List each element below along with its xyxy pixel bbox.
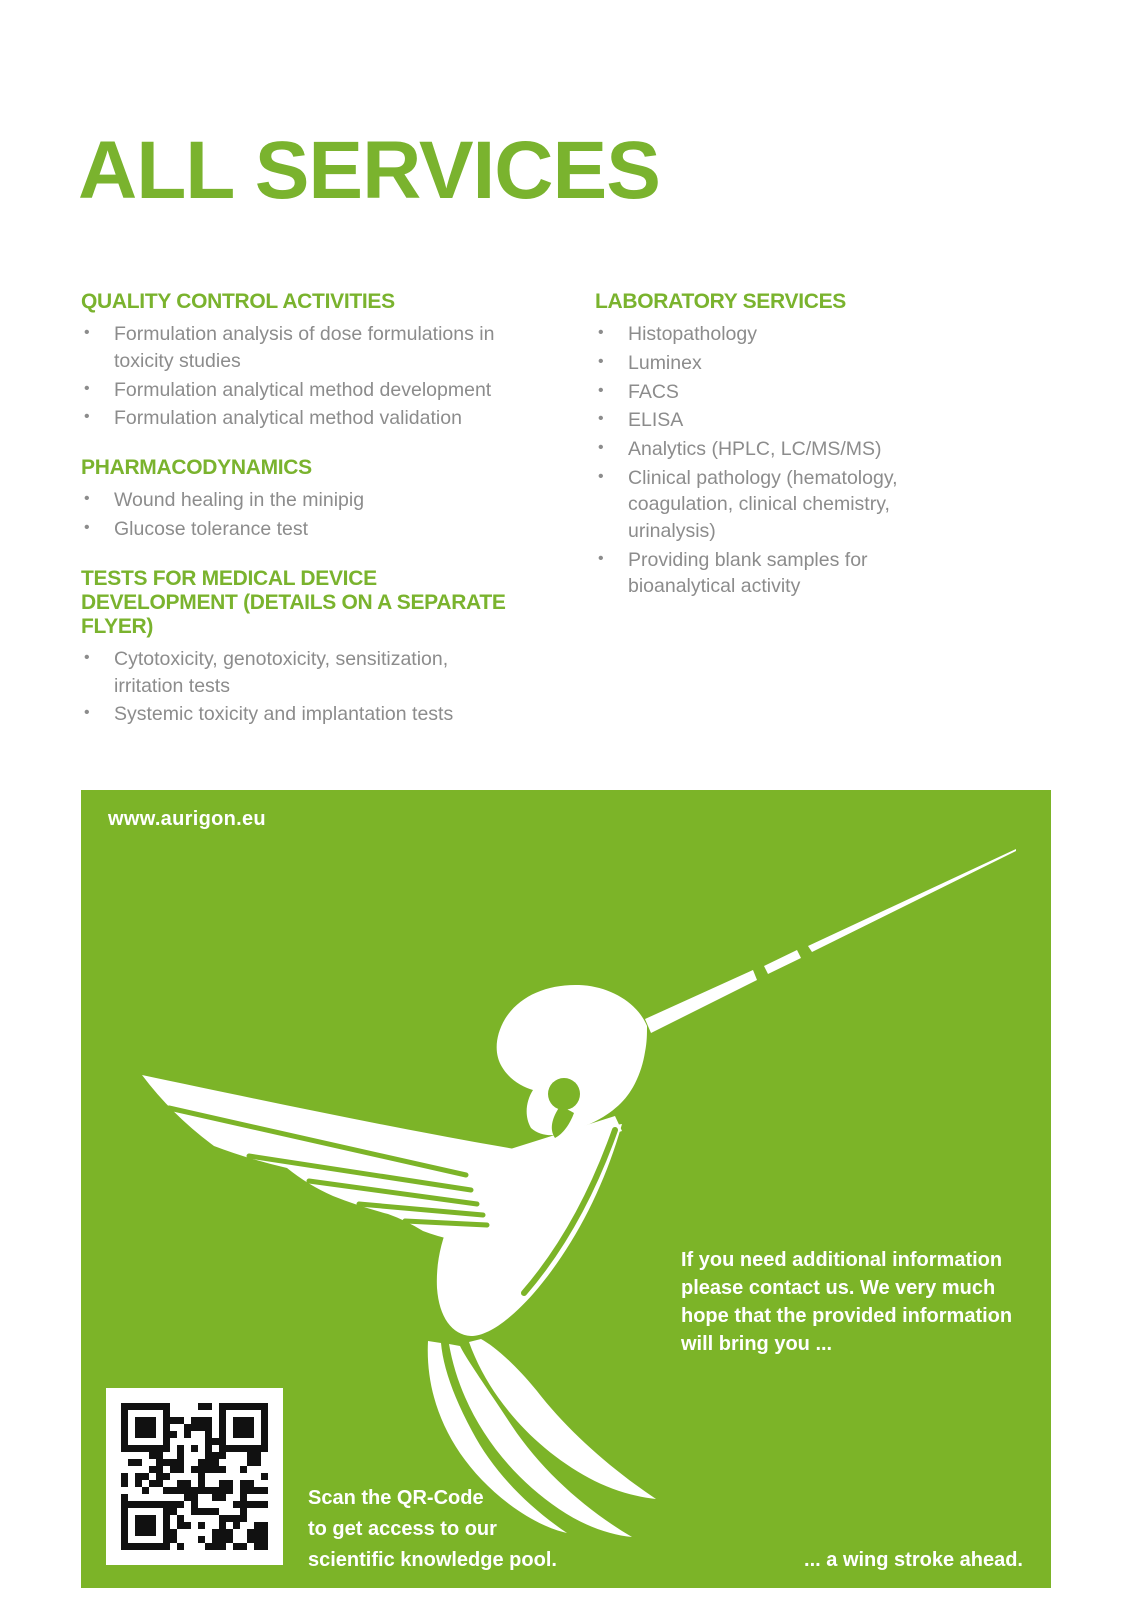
qr-caption-line: scientific knowledge pool. [308, 1549, 557, 1571]
info-text-line: please contact us. We very much [681, 1277, 996, 1299]
section-heading: LABORATORY SERVICES [595, 290, 847, 313]
bullet-icon: • [84, 490, 90, 508]
service-section [81, 290, 513, 432]
list-item [595, 350, 947, 377]
tagline: ... a wing stroke ahead. [804, 1549, 1023, 1571]
list-item [81, 321, 513, 374]
info-text [681, 1246, 1012, 1358]
bullet-icon: • [84, 324, 90, 342]
list-item-text: Histopathology [628, 323, 757, 346]
list-item [81, 377, 513, 404]
bullet-icon: • [84, 408, 90, 426]
list-item [595, 321, 947, 348]
qr-caption-line: Scan the QR-Code [308, 1487, 484, 1509]
info-text-line: If you need additional information [681, 1249, 1003, 1271]
service-section [595, 290, 947, 600]
bullet-icon: • [598, 324, 604, 342]
left-column [81, 290, 513, 752]
list-item-text: Glucose tolerance test [114, 517, 309, 540]
section-list [595, 321, 947, 600]
page-title: ALL SERVICES [78, 125, 660, 216]
bullet-icon: • [598, 352, 604, 370]
bullet-icon: • [598, 381, 604, 399]
list-item-text: Clinical pathology (hematology, coagulation, clinical chemistry, urinalysis) [628, 466, 898, 543]
list-item [81, 646, 513, 699]
info-text-line: will bring you ... [681, 1333, 833, 1355]
list-item [595, 436, 947, 463]
list-item-text: Formulation analytical method development [114, 378, 492, 401]
qr-code [106, 1388, 283, 1565]
list-item-text: FACS [628, 380, 679, 403]
list-item [81, 516, 513, 543]
list-item-text: ELISA [628, 409, 684, 432]
qr-caption [308, 1483, 557, 1576]
list-item [81, 405, 513, 432]
list-item-text: Cytotoxicity, genotoxicity, sensitization, irritation tests [114, 647, 449, 697]
list-item [595, 379, 947, 406]
list-item-text: Providing blank samples for bioanalytical activity [628, 548, 868, 598]
website-link[interactable]: www.aurigon.eu [108, 808, 266, 830]
section-heading: PHARMACODYNAMICS [81, 455, 312, 479]
bullet-icon: • [598, 467, 604, 485]
bullet-icon: • [598, 549, 604, 567]
section-list [81, 487, 513, 542]
list-item-text: Wound healing in the minipig [114, 489, 365, 512]
list-item-text: Analytics (HPLC, LC/MS/MS) [628, 437, 882, 460]
bullet-icon: • [84, 648, 90, 666]
list-item [595, 465, 947, 545]
qr-caption-line: to get access to our [308, 1518, 497, 1540]
bullet-icon: • [84, 704, 90, 722]
list-item-text: Systemic toxicity and implantation tests [114, 703, 454, 726]
list-item [595, 547, 947, 600]
bullet-icon: • [84, 379, 90, 397]
section-list [81, 321, 513, 432]
list-item [595, 407, 947, 434]
list-item [81, 487, 513, 514]
service-section [81, 567, 513, 729]
right-column [595, 290, 947, 752]
bullet-icon: • [84, 518, 90, 536]
bullet-icon: • [598, 410, 604, 428]
list-item-text: Formulation analytical method validation [114, 407, 462, 430]
green-panel [81, 790, 1051, 1588]
services-columns [81, 290, 1051, 752]
section-list [81, 646, 513, 728]
bullet-icon: • [598, 438, 604, 456]
info-text-line: hope that the provided information [681, 1305, 1013, 1327]
list-item-text: Formulation analysis of dose formulations in toxicity studies [114, 323, 495, 372]
service-section [81, 456, 513, 543]
section-heading: QUALITY CONTROL ACTIVITIES [81, 290, 395, 313]
section-heading: TESTS FOR MEDICAL DEVICE DEVELOPMENT (DETAILS ON A SEPARATE FLYER) [81, 566, 506, 638]
list-item-text: Luminex [628, 351, 702, 374]
list-item [81, 701, 513, 728]
